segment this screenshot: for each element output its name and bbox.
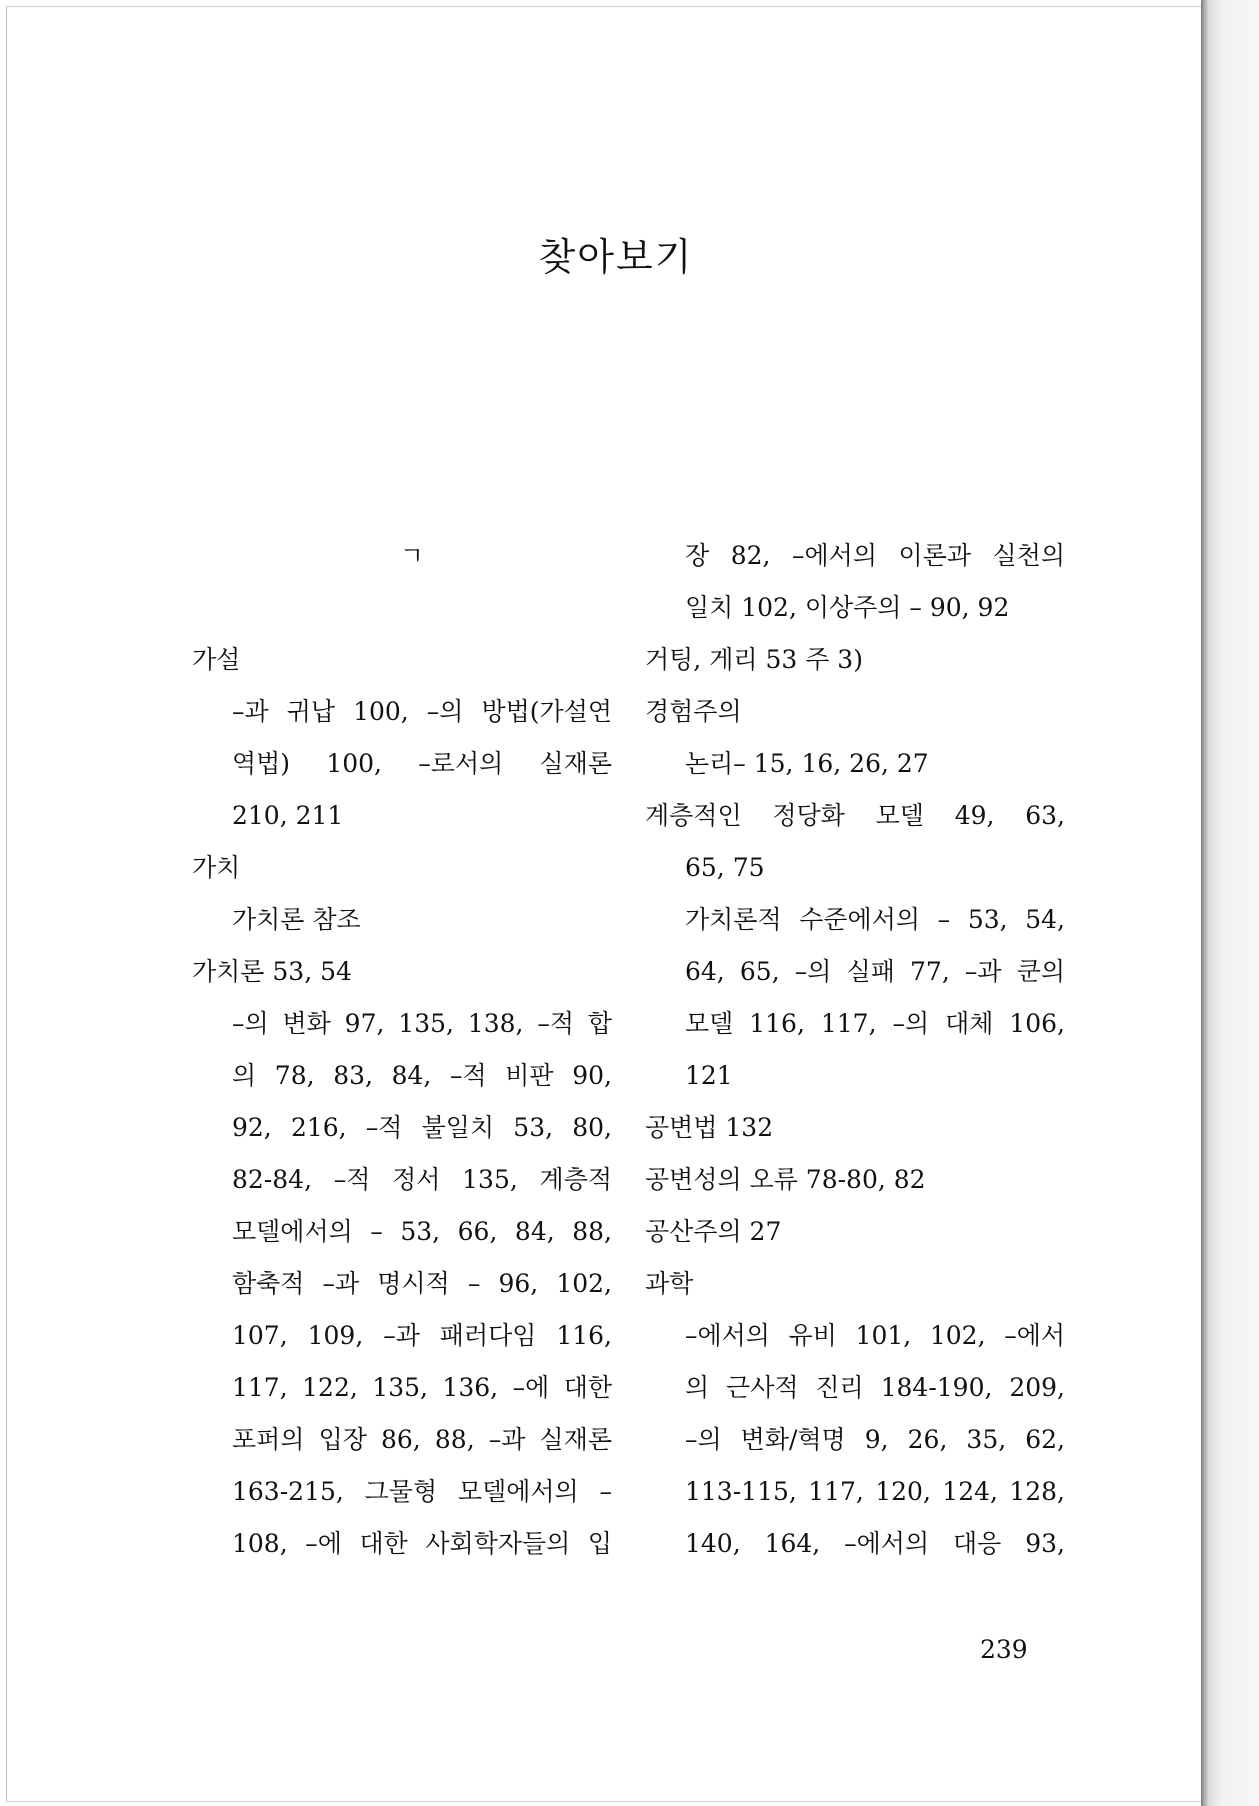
index-entry: 과학 bbox=[645, 1269, 694, 1298]
index-entry: 가설 bbox=[192, 645, 241, 674]
index-subentry-line: 163-215, 그물형 모델에서의 – bbox=[232, 1477, 612, 1506]
index-entry: 공변법 132 bbox=[645, 1113, 774, 1142]
page-title: 찾아보기 bbox=[538, 235, 694, 279]
index-subentry-line: 장 82, –에서의 이론과 실천의 bbox=[685, 541, 1065, 570]
index-subentry-line: 210, 211 bbox=[232, 801, 344, 830]
index-entry: 가치 bbox=[192, 853, 241, 882]
index-subentry-line: 92, 216, –적 불일치 53, 80, bbox=[232, 1113, 612, 1142]
index-column-right bbox=[645, 530, 1065, 1570]
index-entry: 가치론 53, 54 bbox=[192, 957, 352, 986]
index-subentry-line: 65, 75 bbox=[685, 853, 765, 882]
index-subentry-line: 의 78, 83, 84, –적 비판 90, bbox=[232, 1061, 612, 1090]
index-subentry-line: 64, 65, –의 실패 77, –과 쿤의 bbox=[685, 957, 1065, 986]
index-subentry-line: 논리– 15, 16, 26, 27 bbox=[685, 749, 929, 778]
index-subentry-line: –의 변화/혁명 9, 26, 35, 62, bbox=[685, 1425, 1065, 1454]
index-subentry-line: 117, 122, 135, 136, –에 대한 bbox=[232, 1373, 612, 1402]
index-subentry-line: –에서의 유비 101, 102, –에서 bbox=[685, 1321, 1065, 1350]
index-entry: 경험주의 bbox=[645, 697, 742, 726]
index-subentry-line: 121 bbox=[685, 1061, 733, 1090]
index-spacer bbox=[192, 582, 612, 634]
index-section-heading bbox=[192, 530, 612, 582]
index-subentry-line: 일치 102, 이상주의 – 90, 92 bbox=[685, 593, 1010, 622]
index-subentry-line: –과 귀납 100, –의 방법(가설연 bbox=[232, 697, 612, 726]
index-subentry-line: 108, –에 대한 사회학자들의 입 bbox=[232, 1529, 612, 1558]
index-subentry-line: 107, 109, –과 패러다임 116, bbox=[232, 1321, 612, 1350]
index-subentry-line: 의 근사적 진리 184-190, 209, bbox=[685, 1373, 1065, 1402]
index-entry: 공변성의 오류 78-80, 82 bbox=[645, 1165, 926, 1194]
index-subentry-line: 113-115, 117, 120, 124, 128, bbox=[685, 1477, 1065, 1506]
index-subentry-line: 포퍼의 입장 86, 88, –과 실재론 bbox=[232, 1425, 612, 1454]
page-number: 239 bbox=[980, 1635, 1028, 1664]
index-subentry-line: 모델에서의 – 53, 66, 84, 88, bbox=[232, 1217, 612, 1246]
index-entry: 공산주의 27 bbox=[645, 1217, 782, 1246]
index-section-letter: ㄱ bbox=[399, 541, 425, 570]
index-subentry-line: 140, 164, –에서의 대응 93, bbox=[685, 1529, 1065, 1558]
index-subentry-line: 함축적 –과 명시적 – 96, 102, bbox=[232, 1269, 612, 1298]
index-subentry-line: –의 변화 97, 135, 138, –적 합 bbox=[232, 1009, 612, 1038]
index-subentry-line: 82-84, –적 정서 135, 계층적 bbox=[232, 1165, 612, 1194]
index-entry: 거팅, 게리 53 주 3) bbox=[645, 645, 863, 674]
index-subentry-line: 가치론 참조 bbox=[232, 905, 361, 934]
index-column-left bbox=[192, 530, 612, 1570]
index-subentry-line: 모델 116, 117, –의 대체 106, bbox=[685, 1009, 1065, 1038]
index-entry: 계층적인 정당화 모델 49, 63, bbox=[645, 801, 1065, 830]
index-subentry-line: 가치론적 수준에서의 – 53, 54, bbox=[685, 905, 1065, 934]
index-subentry-line: 역법) 100, –로서의 실재론 bbox=[232, 749, 612, 778]
